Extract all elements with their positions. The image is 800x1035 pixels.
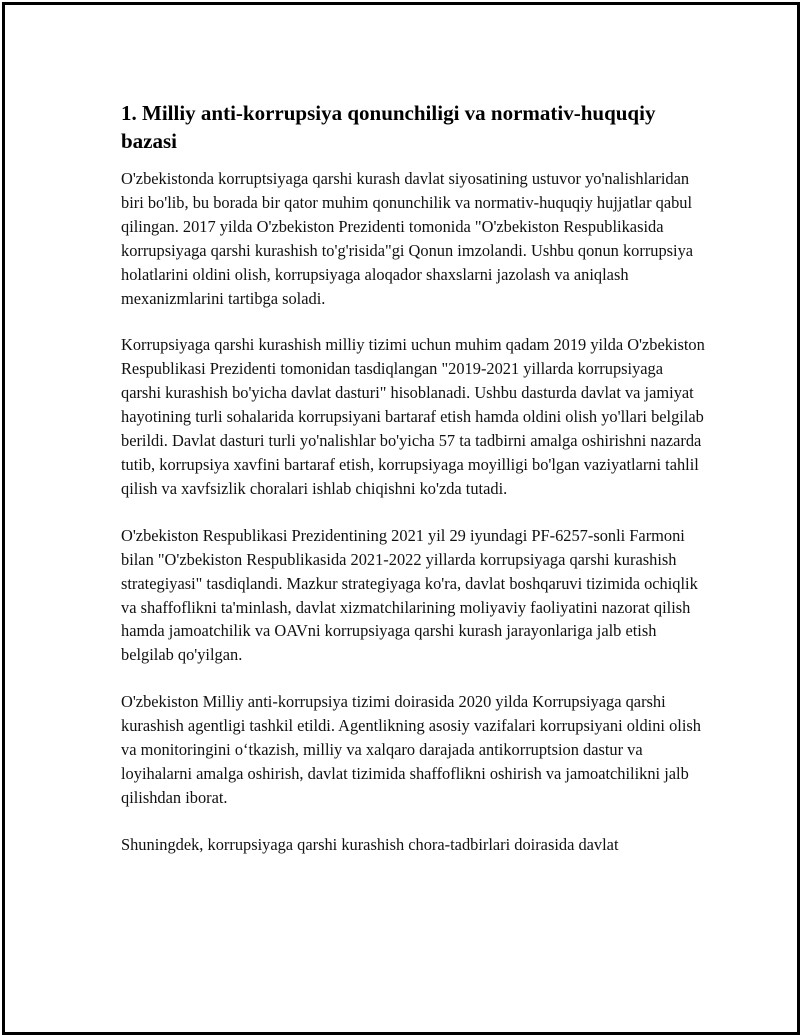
paragraph-2: Korrupsiyaga qarshi kurashish milliy tizimi uchun muhim qadam 2019 yilda O'zbekiston Respublikasi Prezidenti tomonidan tasdiqlangan "2019-2021 yillarda korrupsiyaga qarshi kurashish bo'yicha davlat dasturi" hisoblanadi. Ushbu dasturda davlat va jamiyat hayotining turli sohalarida korrupsiyani bartaraf etish hamda oldini olish yo'llari belgilab berildi. Davlat dasturi turli yo'nalishlar bo'yicha 57 ta tadbirni amalga oshirishni nazarda tutib, korrupsiya xavfini bartaraf etish, korrupsiyaga moyilligi bo'lgan vaziyatlarni tahlil qilish va xavfsizlik choralari ishlab chiqishni ko'zda tutadi. — [121, 335, 705, 498]
section-heading: 1. Milliy anti-korrupsiya qonunchiligi va normativ-huquqiy bazasi — [121, 101, 656, 153]
paragraph-1: O'zbekistonda korruptsiyaga qarshi kurash davlat siyosatining ustuvor yo'nalishlaridan biri bo'lib, bu borada bir qator muhim qonunchilik va normativ-huquqiy hujjatlar qabul qilingan. 2017 yilda O'zbekiston Prezidenti tomonida "O'zbekiston Respublikasida korrupsiyaga qarshi kurashish to'g'risida"gi Qonun imzolandi. Ushbu qonun korrupsiya holatlarini oldini olish, korrupsiyaga aloqador shaxslarni jazolash va aniqlash mexanizmlarini tartibga soladi. — [121, 169, 694, 308]
document-body — [121, 99, 705, 880]
paragraph-4: O'zbekiston Milliy anti-korrupsiya tizimi doirasida 2020 yilda Korrupsiyaga qarshi kurashish agentligi tashkil etildi. Agentlikning asosiy vazifalari korrupsiyani oldini olish va monitoringini o‘tkazish, milliy va xalqaro darajada antikorruptsion dastur va loyihalarni amalga oshirish, davlat tizimida shaffoflikni oshirish va jamoatchilikni jalb qilishdan iborat. — [121, 692, 701, 807]
page-frame — [2, 2, 800, 1035]
paragraph-3: O'zbekiston Respublikasi Prezidentining 2021 yil 29 iyundagi PF-6257-sonli Farmoni bilan "O'zbekiston Respublikasida 2021-2022 yillarda korrupsiyaga qarshi kurashish strategiyasi" tasdiqlandi. Mazkur strategiyaga ko'ra, davlat boshqaruvi tizimida ochiqlik va shaffoflikni ta'minlash, davlat xizmatchilarining moliyaviy faoliyatini nazorat qilish hamda jamoatchilik va OAVni korrupsiyaga qarshi kurash jarayonlariga jalb etish belgilab qo'yilgan. — [121, 525, 698, 665]
paragraph-5: Shuningdek, korrupsiyaga qarshi kurashish chora-tadbirlari doirasida davlat — [121, 834, 619, 854]
